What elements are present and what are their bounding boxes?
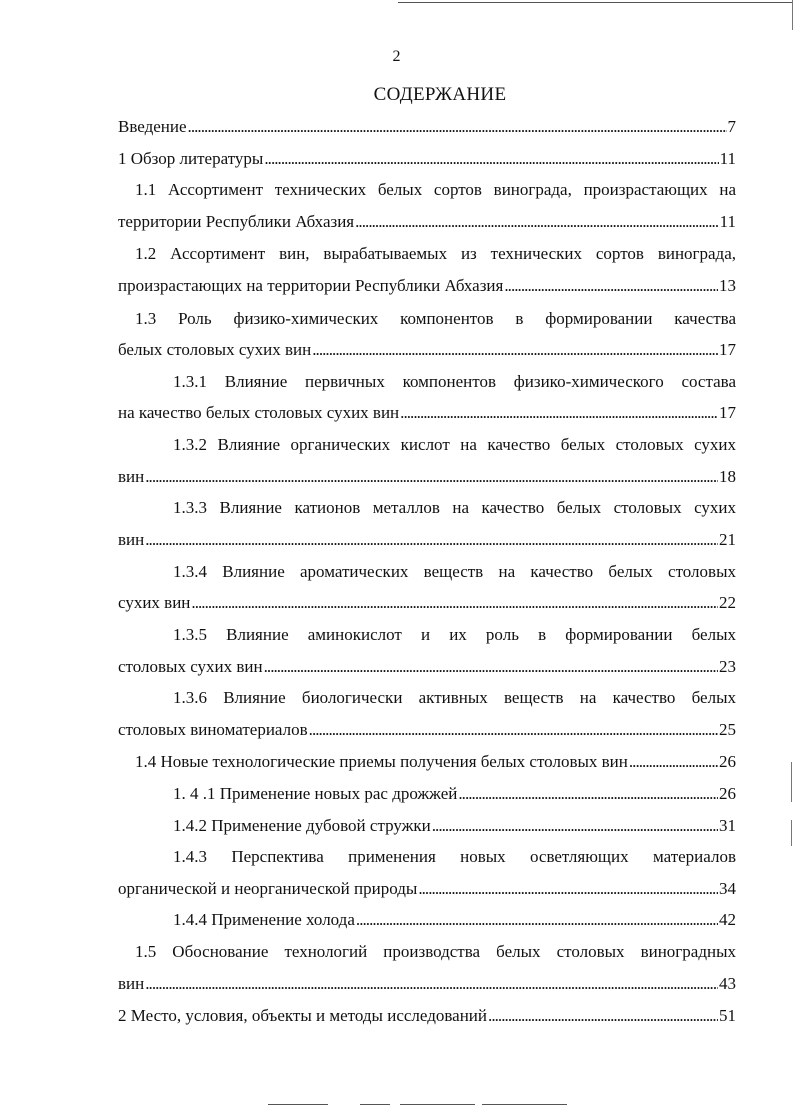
toc-page-number: 51 [719,1006,736,1025]
scan-mark-bottom-4 [482,1104,567,1105]
dot-leader [191,591,718,615]
toc-entry-1[interactable] [118,147,736,171]
dot-leader [458,782,718,806]
toc-entry-text: вин [118,974,145,993]
toc-entry-1-3-cont[interactable] [118,338,736,362]
toc-entry-1-1-cont[interactable] [118,210,736,234]
toc-entry-text: 1.4.2 Применение дубовой стружки [173,816,431,835]
toc-entry-1-3-2-cont[interactable] [118,465,736,489]
toc-entry-1-3-4[interactable]: 1.3.4 Влияние ароматических веществ на качество белых столовых [173,562,736,581]
toc-entry-1-2-cont[interactable] [118,274,736,298]
toc-page-number: 21 [719,530,736,549]
scan-mark-right-2 [791,820,792,846]
toc-entry-text: Введение [118,117,187,136]
toc-entry-text: 1.4.4 Применение холода [173,910,355,929]
dot-leader [355,210,719,234]
toc-entry-1-4[interactable] [135,750,736,774]
scan-mark-bottom-1 [268,1104,328,1105]
toc-page-number: 17 [719,403,736,422]
toc-page-number: 13 [719,276,736,295]
toc-entry-1-3-6-cont[interactable] [118,718,736,742]
toc-entry-text: территории Республики Абхазия [118,212,355,231]
dot-leader [145,528,718,552]
toc-entry-text: сухих вин [118,593,191,612]
toc-entry-1-2[interactable]: 1.2 Ассортимент вин, вырабатываемых из технических сортов винограда, [135,244,736,263]
toc-entry-intro[interactable] [118,115,736,139]
page-number: 2 [392,48,401,65]
toc-entry-text: вин [118,467,145,486]
dot-leader [145,972,718,996]
toc-entry-text: столовых сухих вин [118,657,263,676]
dot-leader [264,655,718,679]
scan-mark-right-1 [791,762,792,802]
dot-leader [418,877,718,901]
toc-page-number: 25 [719,720,736,739]
toc-entry-1-4-4[interactable] [173,908,736,932]
toc-entry-text: 1. 4 .1 Применение новых рас дрожжей [173,784,458,803]
toc-page-number: 26 [719,752,736,771]
toc-entry-text: белых столовых сухих вин [118,340,312,359]
toc-entry-1-4-3[interactable]: 1.4.3 Перспектива применения новых осветляющих материалов [173,847,736,866]
dot-leader [356,908,718,932]
toc-page-number: 22 [719,593,736,612]
toc-entry-1-4-3-cont[interactable] [118,877,736,901]
toc-page-number: 42 [719,910,736,929]
toc-entry-text: органической и неорганической природы [118,879,418,898]
scan-mark-bottom-3 [400,1104,475,1105]
page-title: СОДЕРЖАНИЕ [373,84,507,105]
toc-entry-2[interactable] [118,1004,736,1028]
toc-entry-text: 1.4 Новые технологические приемы получения белых столовых вин [135,752,628,771]
dot-leader [629,750,718,774]
toc-page-number: 11 [719,212,736,231]
toc-entry-1-3[interactable]: 1.3 Роль физико-химических компонентов в формировании качества [135,309,736,328]
toc-page-number: 11 [719,149,736,168]
toc-entry-text: вин [118,530,145,549]
scan-mark-bottom-2 [360,1104,390,1105]
toc-entry-text: произрастающих на территории Республики Абхазия [118,276,504,295]
dot-leader [312,338,718,362]
toc-entry-1-3-2[interactable]: 1.3.2 Влияние органических кислот на качество белых столовых сухих [173,435,736,454]
scan-border-top [398,2,793,3]
toc-entry-text: 1 Обзор литературы [118,149,264,168]
toc-page-number: 7 [727,117,736,136]
dot-leader [309,718,718,742]
toc-page-number: 31 [719,816,736,835]
toc-entry-text: на качество белых столовых сухих вин [118,403,400,422]
dot-leader [188,115,727,139]
toc-entry-1-3-5[interactable]: 1.3.5 Влияние аминокислот и их роль в формировании белых [173,625,736,644]
dot-leader [488,1004,718,1028]
toc-page-number: 43 [719,974,736,993]
toc-entry-1-4-1[interactable] [173,782,736,806]
toc-entry-text: 2 Место, условия, объекты и методы исследований [118,1006,488,1025]
toc-entry-1-3-1-cont[interactable] [118,401,736,425]
toc-entry-1-5-cont[interactable] [118,972,736,996]
toc-entry-1-3-6[interactable]: 1.3.6 Влияние биологически активных веществ на качество белых [173,688,736,707]
toc-page-number: 18 [719,467,736,486]
toc-entry-1-4-2[interactable] [173,814,736,838]
dot-leader [264,147,718,171]
toc-entry-text: столовых виноматериалов [118,720,308,739]
toc-entry-1-3-3[interactable]: 1.3.3 Влияние катионов металлов на качество белых столовых сухих [173,498,736,517]
dot-leader [504,274,718,298]
toc-entry-1-5[interactable]: 1.5 Обоснование технологий производства белых столовых виноградных [135,942,736,961]
toc-entry-1-1[interactable]: 1.1 Ассортимент технических белых сортов винограда, произрастающих на [135,180,736,199]
dot-leader [400,401,718,425]
toc-page-number: 23 [719,657,736,676]
toc-entry-1-3-4-cont[interactable] [118,591,736,615]
toc-page-number: 17 [719,340,736,359]
dot-leader [432,814,718,838]
toc-entry-1-3-1[interactable]: 1.3.1 Влияние первичных компонентов физико-химического состава [173,372,736,391]
toc-page-number: 34 [719,879,736,898]
toc-entry-1-3-3-cont[interactable] [118,528,736,552]
dot-leader [145,465,718,489]
toc-page-number: 26 [719,784,736,803]
toc-entry-1-3-5-cont[interactable] [118,655,736,679]
